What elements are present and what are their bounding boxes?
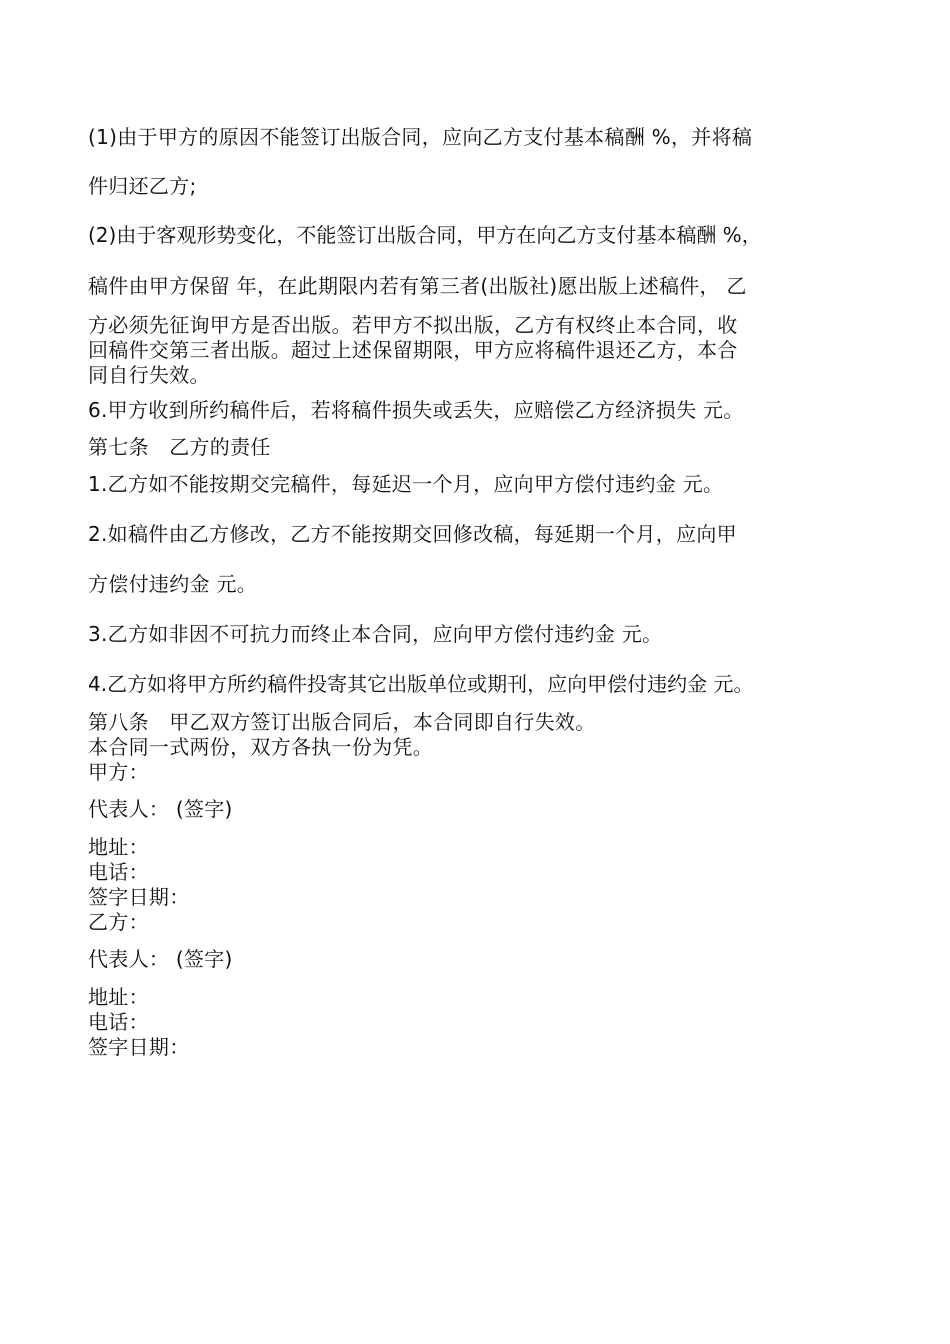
party-a-address: 地址： [88,835,149,859]
clause-line-11: 2.如稿件由乙方修改，乙方不能按期交回修改稿，每延期一个月，应向甲 [88,522,737,546]
clause-line-7: 同自行失效。 [88,363,210,387]
clause-line-12: 方偿付违约金 元。 [88,572,258,596]
article-8-heading: 第八条 甲乙双方签订出版合同后，本合同即自行失效。 [88,710,596,734]
party-a-label: 甲方： [88,760,149,784]
party-a-phone: 电话： [88,860,149,884]
clause-line-10: 1.乙方如不能按期交完稿件，每延迟一个月，应向甲方偿付违约金 元。 [88,472,724,496]
party-a-representative: 代表人： (签字) [88,797,233,821]
clause-line-1: (1)由于甲方的原因不能签订出版合同，应向乙方支付基本稿酬 %，并将稿 [88,125,753,149]
party-b-address: 地址： [88,985,149,1009]
article-7-heading: 第七条 乙方的责任 [88,435,271,459]
party-b-phone: 电话： [88,1010,149,1034]
clause-line-5: 方必须先征询甲方是否出版。若甲方不拟出版，乙方有权终止本合同，收 [88,313,738,337]
party-a-sign-date: 签字日期： [88,885,190,909]
clause-line-4: 稿件由甲方保留 年，在此期限内若有第三者(出版社)愿出版上述稿件， 乙 [88,274,747,298]
party-b-label: 乙方： [88,910,149,934]
clause-line-14: 4.乙方如将甲方所约稿件投寄其它出版单位或期刊，应向甲偿付违约金 元。 [88,672,754,696]
clause-line-8: 6.甲方收到所约稿件后，若将稿件损失或丢失，应赔偿乙方经济损失 元。 [88,398,744,422]
clause-line-6: 回稿件交第三者出版。超过上述保留期限，甲方应将稿件退还乙方，本合 [88,338,738,362]
clause-line-2: 件归还乙方; [88,174,197,198]
clause-line-13: 3.乙方如非因不可抗力而终止本合同，应向甲方偿付违约金 元。 [88,622,663,646]
copies-statement: 本合同一式两份，双方各执一份为凭。 [88,735,434,759]
party-b-representative: 代表人： (签字) [88,947,233,971]
party-b-sign-date: 签字日期： [88,1035,190,1059]
clause-line-3: (2)由于客观形势变化，不能签订出版合同，甲方在向乙方支付基本稿酬 %， [88,223,762,247]
